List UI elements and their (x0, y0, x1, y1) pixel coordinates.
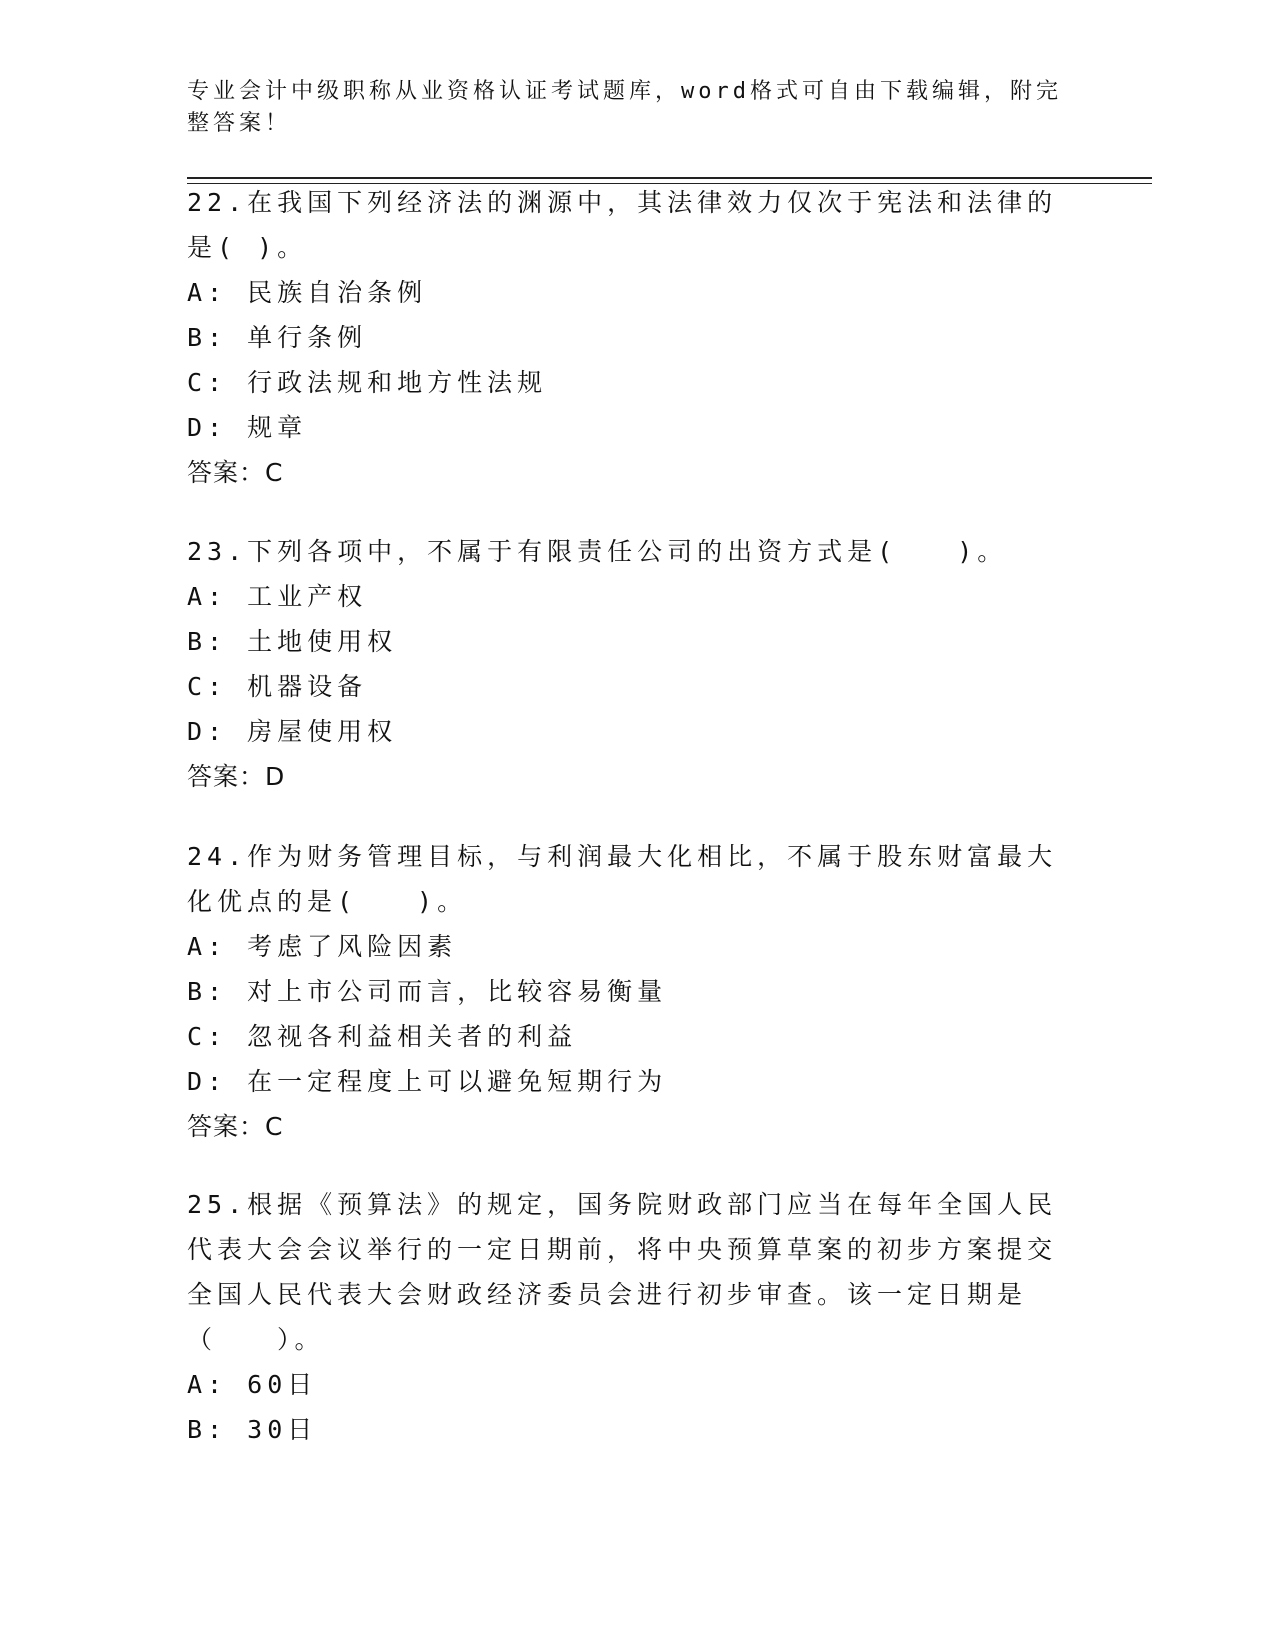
question-stem: 24.作为财务管理目标，与利润最大化相比，不属于股东财富最大化优点的是( )。 (187, 842, 1058, 916)
option-d: D: 规章 (187, 413, 308, 442)
option-a: A: 考虑了风险因素 (187, 932, 458, 961)
option-a: A: 民族自治条例 (187, 278, 428, 307)
question-22 (187, 180, 1067, 495)
option-a: A: 60日 (187, 1370, 318, 1399)
answer: 答案：D (187, 762, 286, 791)
question-stem: 25.根据《预算法》的规定，国务院财政部门应当在每年全国人民代表大会会议举行的一定日期前，将中央预算草案的初步方案提交全国人民代表大会财政经济委员会进行初步审查。该一定日期是（ ）。 (187, 1190, 1058, 1354)
option-b: B: 对上市公司而言，比较容易衡量 (187, 977, 668, 1006)
question-25 (187, 1182, 1067, 1452)
option-b: B: 土地使用权 (187, 627, 398, 656)
option-b: B: 单行条例 (187, 323, 368, 352)
option-d: D: 房屋使用权 (187, 717, 398, 746)
question-stem: 22.在我国下列经济法的渊源中，其法律效力仅次于宪法和法律的是( )。 (187, 188, 1058, 262)
option-b: B: 30日 (187, 1415, 318, 1444)
question-24 (187, 834, 1067, 1149)
option-c: C: 机器设备 (187, 672, 368, 701)
answer: 答案：C (187, 1112, 284, 1141)
question-stem: 23.下列各项中，不属于有限责任公司的出资方式是( )。 (187, 537, 1008, 566)
option-a: A: 工业产权 (187, 582, 368, 611)
answer: 答案：C (187, 458, 284, 487)
option-c: C: 行政法规和地方性法规 (187, 368, 548, 397)
question-23 (187, 529, 1067, 799)
option-d: D: 在一定程度上可以避免短期行为 (187, 1067, 668, 1096)
header-divider (187, 177, 1152, 179)
document-header: 专业会计中级职称从业资格认证考试题库，word格式可自由下载编辑，附完整答案！ (187, 79, 1062, 136)
option-c: C: 忽视各利益相关者的利益 (187, 1022, 578, 1051)
